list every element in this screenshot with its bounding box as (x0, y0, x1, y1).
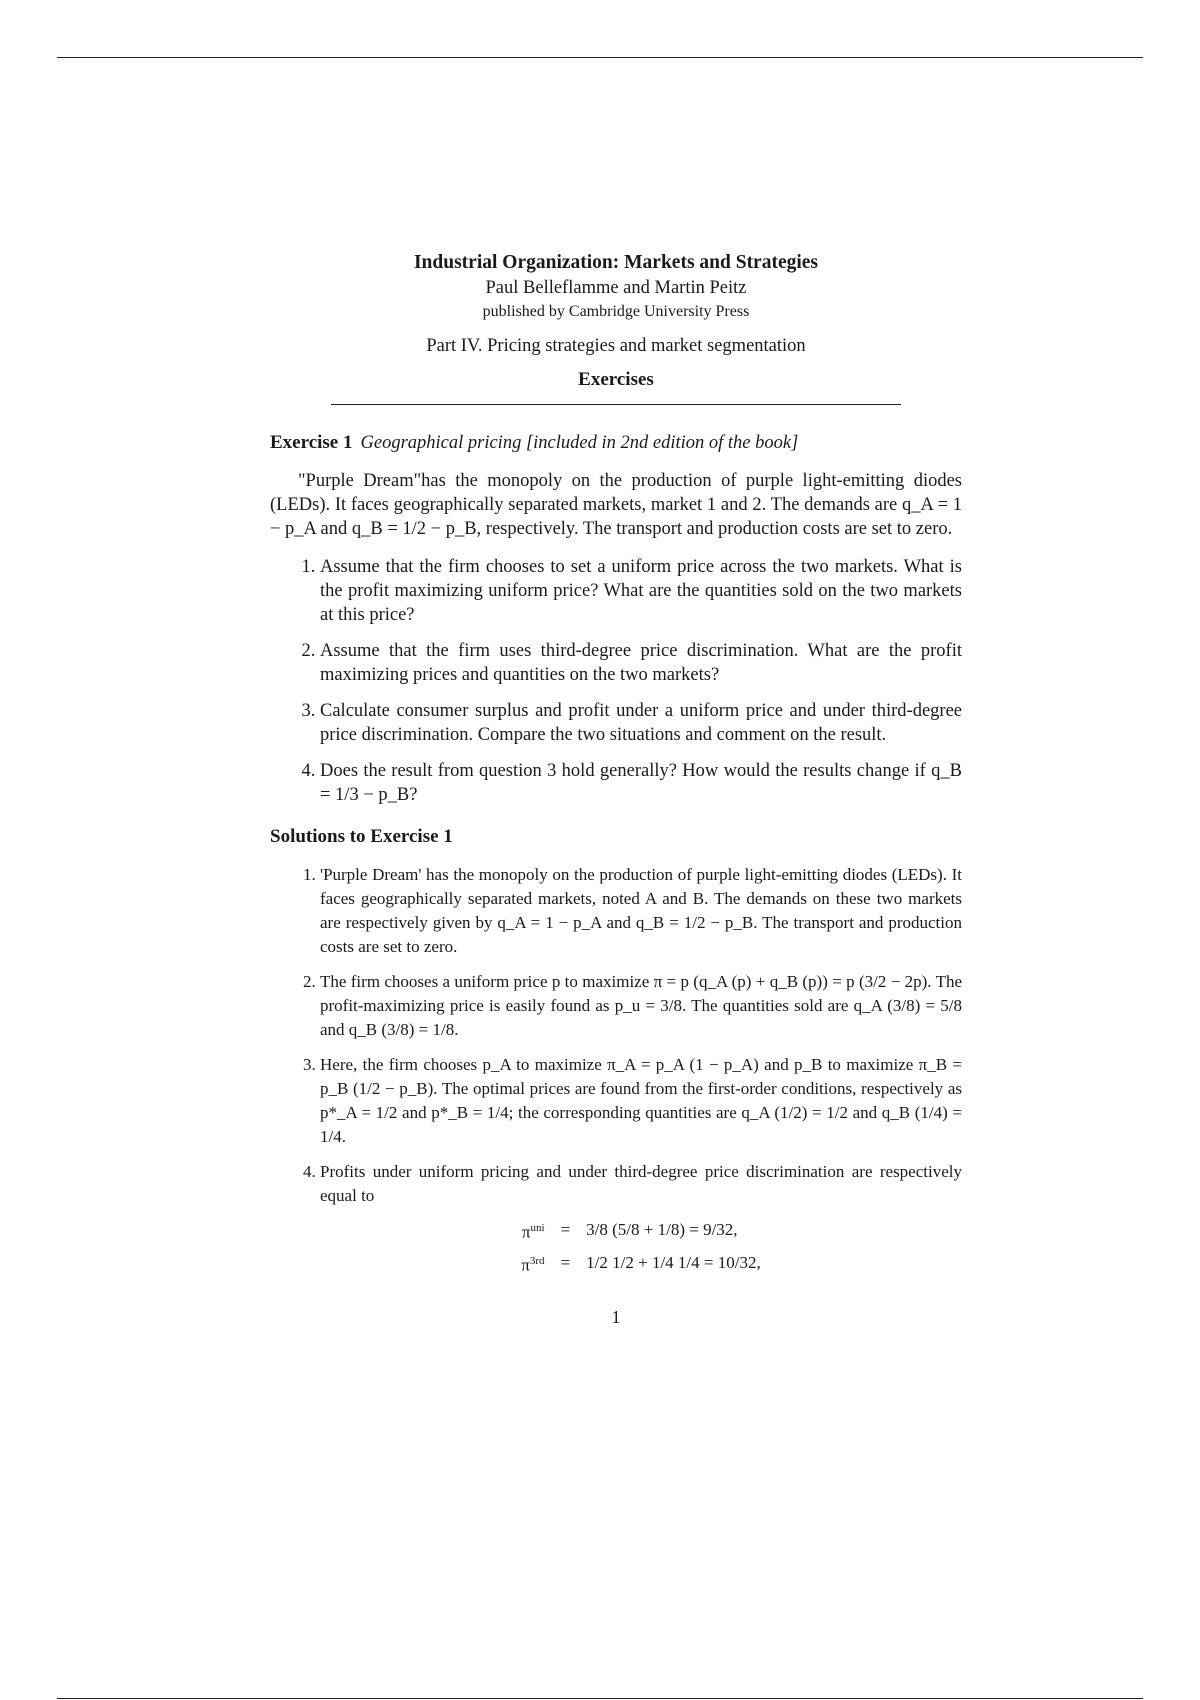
bottom-rule (57, 1698, 1143, 1699)
solution-item-text: Profits under uniform pricing and under third-degree price discrimination are respectively equal to (320, 1162, 962, 1205)
equation-rel: = (560, 1220, 571, 1240)
part-title: Part IV. Pricing strategies and market segmentation (426, 336, 806, 356)
equation-row (513, 1214, 768, 1247)
equation-lhs: π (521, 1222, 531, 1242)
solution-item (320, 1160, 962, 1279)
book-authors: Paul Belleflamme and Martin Peitz (485, 278, 747, 298)
question-item: 4. Does the result from question 3 hold generally? How would the results change if q_B = 1/3 − p_B? (320, 759, 962, 807)
question-item: 2. Assume that the firm uses third-degree price discrimination. What are the profit maximizing prices and quantities on the two markets? (320, 639, 962, 687)
equation-lhs-sup: 3rd (529, 1254, 545, 1267)
page-number: 1 (611, 1307, 621, 1328)
exercise-heading (270, 431, 962, 455)
equation-row (513, 1247, 768, 1280)
book-publisher: published by Cambridge University Press (482, 303, 750, 320)
document-header (270, 250, 962, 405)
exercise-subtitle: Geographical pricing [included in 2nd edition of the book] (360, 433, 799, 453)
profit-equations (320, 1214, 962, 1279)
question-list (270, 555, 962, 807)
top-rule (57, 57, 1143, 58)
solutions-heading: Solutions to Exercise 1 (270, 826, 453, 847)
book-title: Industrial Organization: Markets and Strategies (413, 252, 819, 273)
exercise-intro: "Purple Dream"has the monopoly on the production of purple light-emitting diodes (LEDs). It faces geographically separated markets, market 1 and 2. The demands are q_A = 1 − p_A and q_B = 1/2 − p_B, respectively. The transport and production costs are set to zero. (270, 471, 962, 539)
equation-rel: = (560, 1252, 571, 1272)
exercise-label: Exercise 1 (270, 432, 353, 453)
page-content (270, 250, 962, 1329)
section-title: Exercises (578, 369, 654, 390)
question-item: 3. Calculate consumer surplus and profit under a uniform price and under third-degree price discrimination. Compare the two situations and comment on the result. (320, 699, 962, 747)
solution-item: 2. The firm chooses a uniform price p to maximize π = p (q_A (p) + q_B (p)) = p (3/2 − 2p). The profit-maximizing price is easily found as p_u = 3/8. The quantities sold are q_A (3/8) = 5/8 and q_B (3/8) = 1/8. (320, 970, 962, 1042)
equation-rhs: 3/8 (5/8 + 1/8) = 9/32, (586, 1220, 738, 1240)
solution-list (270, 863, 962, 1279)
equation-lhs-sup: uni (530, 1222, 545, 1234)
equation-lhs: π (521, 1255, 530, 1275)
equation-rhs: 1/2 1/2 + 1/4 1/4 = 10/32, (586, 1252, 761, 1272)
header-rule (331, 404, 901, 405)
solution-item: 3. Here, the firm chooses p_A to maximize π_A = p_A (1 − p_A) and p_B to maximize π_B = p_B (1/2 − p_B). The optimal prices are found from the first-order conditions, respectively as p*_A = 1/2 and p*_B = 1/4; the corresponding quantities are q_A (1/2) = 1/2 and q_B (1/4) = 1/4. (320, 1053, 962, 1149)
question-item: 1. Assume that the firm chooses to set a uniform price across the two markets. What is the profit maximizing uniform price? What are the quantities sold on the two markets at this price? (320, 555, 962, 627)
solution-item: 1. 'Purple Dream' has the monopoly on the production of purple light-emitting diodes (LEDs). It faces geographically separated markets, noted A and B. The demands on these two markets are respectively given by q_A = 1 − p_A and q_B = 1/2 − p_B. The transport and production costs are set to zero. (320, 863, 962, 959)
